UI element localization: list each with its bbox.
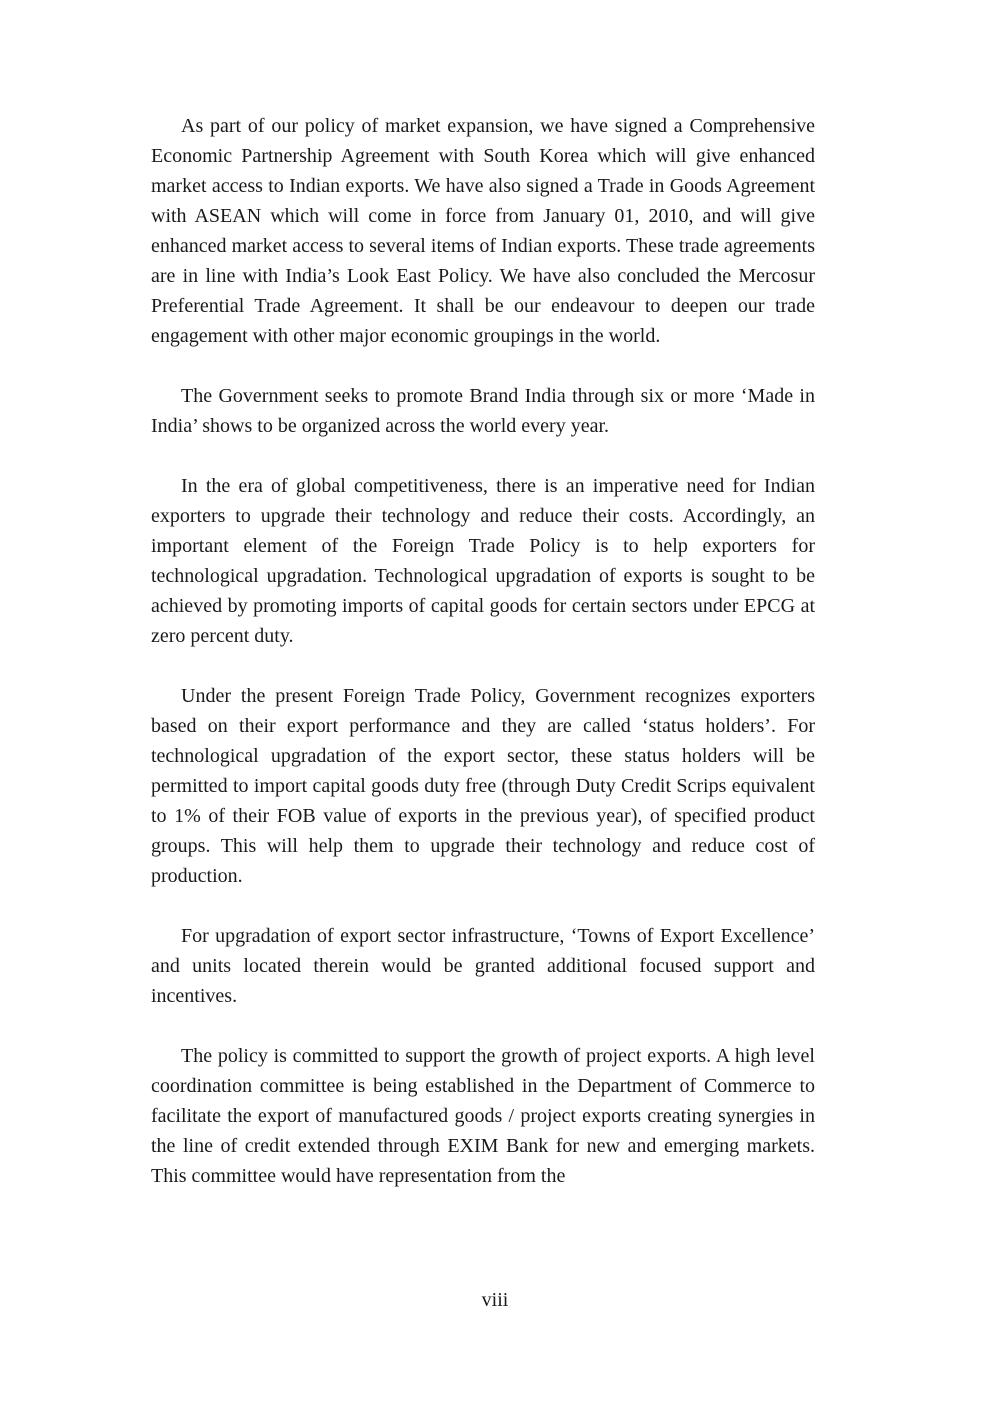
paragraph-project-exports: The policy is committed to support the growth of project exports. A high level coordination committee is being established in the Department of Commerce to facilitate the export of manufactured goods / project exports creating synergies in the line of credit extended through EXIM Bank for new and emerging markets. This committee would have representation from the	[151, 1045, 815, 1187]
paragraph-status-holders: Under the present Foreign Trade Policy, Government recognizes exporters based on their export performance and they are called ‘status holders’. For technological upgradation of the export sector, these status holders will be permitted to import capital goods duty free (through Duty Credit Scrips equivalent to 1% of their FOB value of exports in the previous year), of specified product groups. This will help them to upgrade their technology and reduce cost of production.	[151, 685, 815, 887]
paragraph-brand-india: The Government seeks to promote Brand India through six or more ‘Made in India’ shows to be organized across the world every year.	[151, 385, 815, 437]
body-text	[151, 111, 815, 1221]
paragraph-technology-upgrade: In the era of global competitiveness, there is an imperative need for Indian exporters to upgrade their technology and reduce their costs. Accordingly, an important element of the Foreign Trade Policy is to help exporters for technological upgradation. Technological upgradation of exports is sought to be achieved by promoting imports of capital goods for certain sectors under EPCG at zero percent duty.	[151, 475, 815, 647]
page-number: viii	[481, 1289, 509, 1311]
paragraph-towns-of-export-excellence: For upgradation of export sector infrastructure, ‘Towns of Export Excellence’ and units located therein would be granted additional focused support and incentives.	[151, 925, 815, 1007]
paragraph-market-expansion: As part of our policy of market expansion, we have signed a Comprehensive Economic Partnership Agreement with South Korea which will give enhanced market access to Indian exports. We have also signed a Trade in Goods Agreement with ASEAN which will come in force from January 01, 2010, and will give enhanced market access to several items of Indian exports. These trade agreements are in line with India’s Look East Policy. We have also concluded the Mercosur Preferential Trade Agreement. It shall be our endeavour to deepen our trade engagement with other major economic groupings in the world.	[151, 115, 815, 347]
